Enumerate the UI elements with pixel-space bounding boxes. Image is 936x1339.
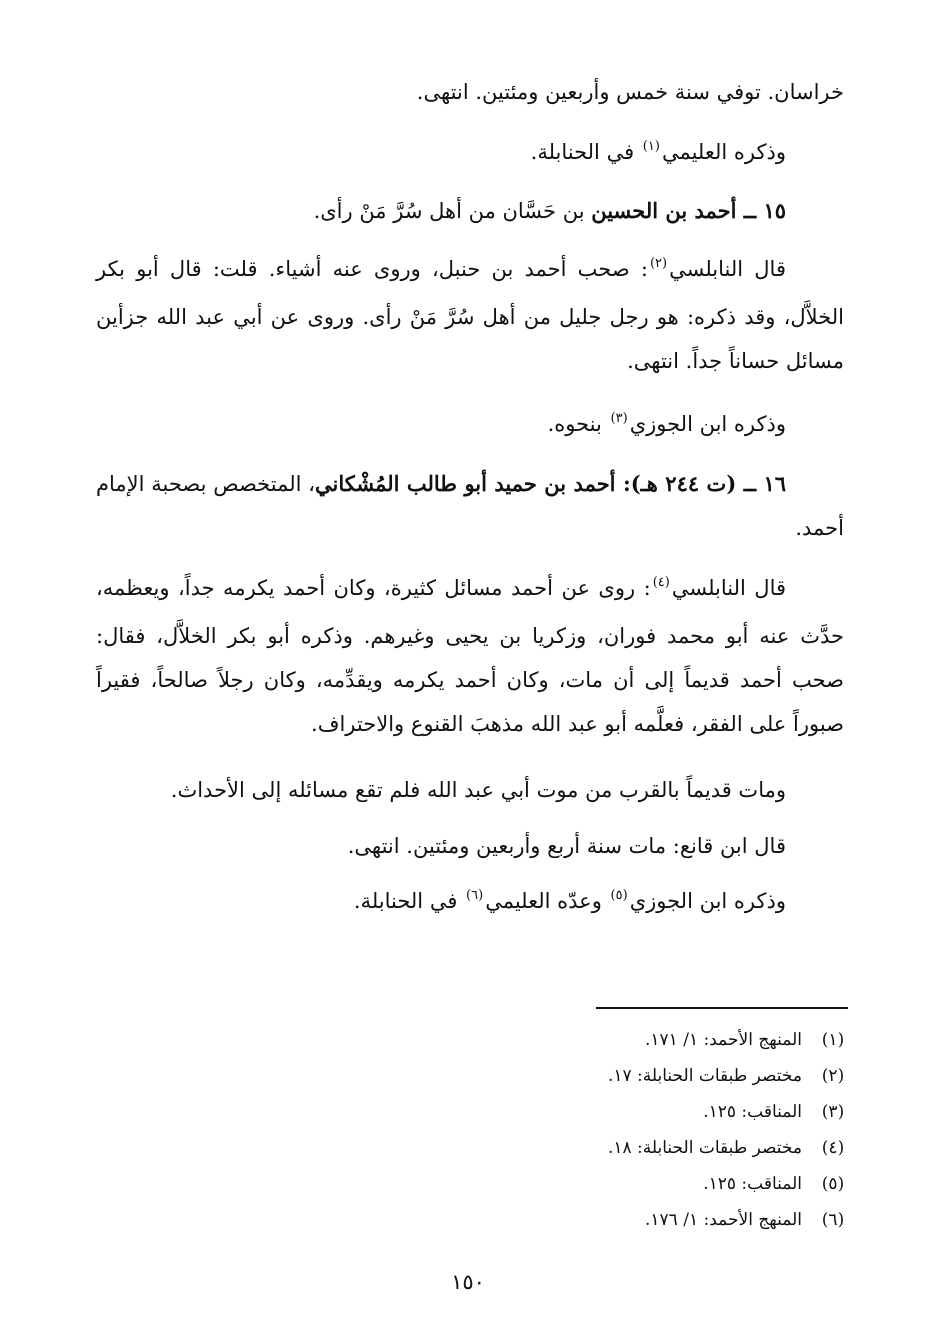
entry-rest: ، المتخصص بصحبة الإمام أحمد.: [96, 472, 844, 540]
paragraph-continuation: [96, 70, 844, 114]
footnote-ref[interactable]: (٢): [649, 256, 668, 271]
footnote-item: [540, 1166, 850, 1202]
footnote-item: [540, 1058, 850, 1094]
entry-number: ١٦ ــ: [736, 471, 786, 496]
paragraph-text: قال النابلسي: [669, 257, 786, 281]
footnote-item: [540, 1130, 850, 1166]
paragraph-text: ومات قديماً بالقرب من موت أبي عبد الله فلم تقع مسائله إلى الأحداث.: [170, 778, 786, 802]
paragraph-ibn-qani: [96, 824, 844, 868]
footnote-text: مختصر طبقات الحنابلة: ١٨.: [607, 1138, 802, 1158]
footnote-number: (٥): [821, 1174, 845, 1194]
paragraph-nabulsi-1: [96, 247, 844, 383]
paragraph-alalimi-mention: [96, 130, 844, 178]
paragraph-text: في الحنابلة.: [530, 140, 641, 164]
paragraph-jawzi-2: [96, 879, 844, 927]
footnote-text: مختصر طبقات الحنابلة: ١٧.: [607, 1066, 802, 1086]
footnote-text: المنهج الأحمد: ١/ ١٧٦.: [645, 1210, 802, 1230]
paragraph-text: : صحب أحمد بن حنبل، وروى عنه أشياء. قلت: قال أبو بكر الخلاَّل، وقد ذكره: هو رجل جليل من أهل سُرَّ مَنْ رأى. وروى عن أبي عبد الله جزأين مسائل حساناً جداً. انتهى.: [96, 257, 844, 373]
entry-heading-15: [96, 189, 844, 233]
footnote-ref[interactable]: (٤): [652, 575, 670, 590]
footnote-item: [540, 1202, 850, 1238]
footnote-text: المناقب: ١٢٥.: [703, 1174, 802, 1194]
paragraph-text: وعدّه العليمي: [485, 889, 609, 913]
entry-name: أحمد بن حميد أبو طالب المُشْكاني: [315, 471, 616, 496]
footnote-ref[interactable]: (٦): [466, 888, 484, 903]
entry-heading-16: [96, 462, 844, 550]
paragraph-death: [96, 768, 844, 812]
paragraph-nabulsi-2: [96, 566, 844, 746]
entry-rest: بن حَسَّان من أهل سُرَّ مَنْ رأى.: [313, 199, 592, 223]
paragraph-text: بنحوه.: [547, 412, 609, 436]
paragraph-text: خراسان. توفي سنة خمس وأربعين ومئتين. انتهى.: [416, 80, 844, 104]
footnote-number: (٣): [821, 1102, 845, 1122]
entry-date: (ت ٢٤٤ هـ):: [615, 471, 737, 496]
paragraph-text: قال النابلسي: [671, 576, 787, 600]
footnote-item: [540, 1094, 850, 1130]
footnote-ref[interactable]: (٣): [610, 411, 628, 426]
paragraph-text: وذكره ابن الجوزي: [629, 412, 786, 436]
footnote-number: (١): [821, 1030, 845, 1050]
footnote-text: المناقب: ١٢٥.: [703, 1102, 802, 1122]
paragraph-jawzi-1: [96, 402, 844, 450]
footnote-number: (٦): [821, 1210, 845, 1230]
footnote-text: المنهج الأحمد: ١/ ١٧١.: [645, 1030, 802, 1050]
paragraph-text: : روى عن أحمد مسائل كثيرة، وكان أحمد يكرمه جداً، ويعظمه، حدَّث عنه أبو محمد فوران، وزكريا بن يحيى وغيرهم. وذكره أبو بكر الخلاَّل، فقال: صحب أحمد قديماً إلى أن مات، وكان أحمد يكرمه ويقدِّمه، وكان رجلاً صالحاً، فقيراً صبوراً على الفقر، فعلَّمه أبو عبد الله مذهبَ القنوع والاحتراف.: [96, 576, 844, 736]
footnotes-list: [540, 1022, 850, 1238]
footnote-ref[interactable]: (١): [642, 139, 660, 154]
entry-number: ١٥ ــ: [736, 198, 786, 223]
footnote-number: (٢): [821, 1066, 845, 1086]
entry-name: أحمد بن الحسين: [591, 198, 737, 223]
page-number: ١٥٠: [451, 1270, 485, 1294]
footnote-divider: [596, 1007, 848, 1009]
paragraph-text: قال ابن قانع: مات سنة أربع وأربعين ومئتين. انتهى.: [347, 834, 786, 858]
footnote-item: [540, 1022, 850, 1058]
paragraph-text: في الحنابلة.: [353, 889, 465, 913]
paragraph-text: وذكره العليمي: [661, 140, 786, 164]
paragraph-text: وذكره ابن الجوزي: [629, 889, 786, 913]
footnote-number: (٤): [821, 1138, 845, 1158]
footnote-ref[interactable]: (٥): [610, 888, 628, 903]
